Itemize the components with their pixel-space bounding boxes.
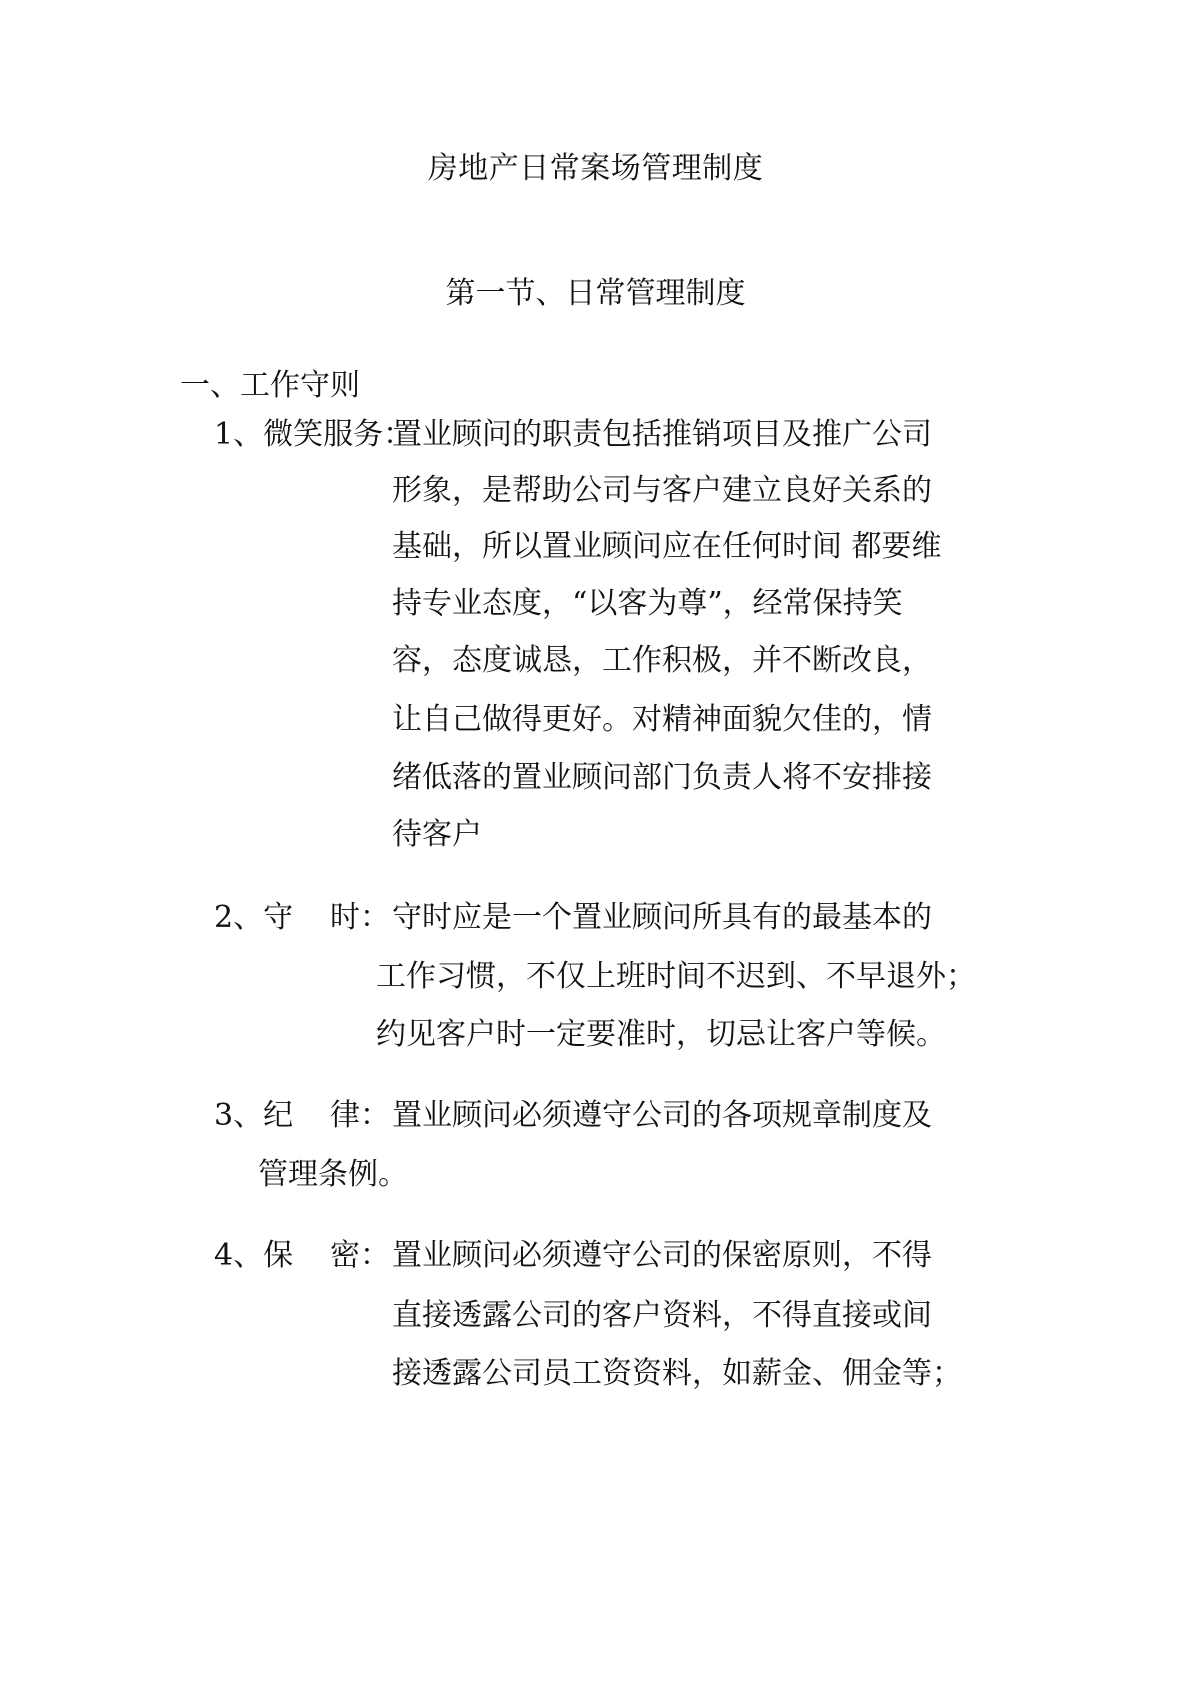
heading-work-rules: 一、工作守则	[180, 368, 360, 403]
item-4-line-2: 直接透露公司的客户资料，不得直接或间	[392, 1298, 932, 1333]
item-1-line-8: 待客户	[392, 817, 482, 852]
item-1-line-2: 形象，是帮助公司与客户建立良好关系的	[392, 473, 932, 508]
item-1-line-7: 绪低落的置业顾问部门负责人将不安排接	[392, 760, 932, 795]
item-1-line-3: 基础，所以置业顾问应在任何时间 都要维	[392, 529, 942, 564]
item-4-label-num: 4、保	[214, 1238, 294, 1273]
item-1-line-1: 置业顾问的职责包括推销项目及推广公司	[392, 417, 932, 452]
item-4-label-end: 密：	[330, 1238, 390, 1273]
item-1-label: 1、微笑服务：	[214, 417, 414, 452]
item-1-line-4: 持专业态度，“以客为尊”，经常保持笑	[392, 586, 903, 621]
item-2-line-1: 守时应是一个置业顾问所具有的最基本的	[392, 900, 932, 935]
item-4-line-1: 置业顾问必须遵守公司的保密原则，不得	[392, 1238, 932, 1273]
item-3-line-1: 置业顾问必须遵守公司的各项规章制度及	[392, 1098, 932, 1133]
item-2-line-3: 约见客户时一定要准时，切忌让客户等候。	[376, 1017, 946, 1052]
item-3-line-2: 管理条例。	[258, 1157, 408, 1192]
section-title: 第一节、日常管理制度	[445, 276, 746, 311]
item-2-label-end: 时：	[330, 900, 390, 935]
item-3-label-end: 律：	[330, 1098, 390, 1133]
item-3-label-num: 3、纪	[214, 1098, 294, 1133]
item-1-line-6: 让自己做得更好。对精神面貌欠佳的，情	[392, 702, 932, 737]
document-title: 房地产日常案场管理制度	[427, 151, 764, 186]
item-2-line-2: 工作习惯，不仅上班时间不迟到、不早退外；	[376, 959, 976, 994]
item-2-label-num: 2、守	[214, 900, 294, 935]
item-1-line-5: 容，态度诚恳，工作积极，并不断改良，	[392, 643, 932, 678]
item-4-line-3: 接透露公司员工资资料，如薪金、佣金等；	[392, 1356, 962, 1391]
